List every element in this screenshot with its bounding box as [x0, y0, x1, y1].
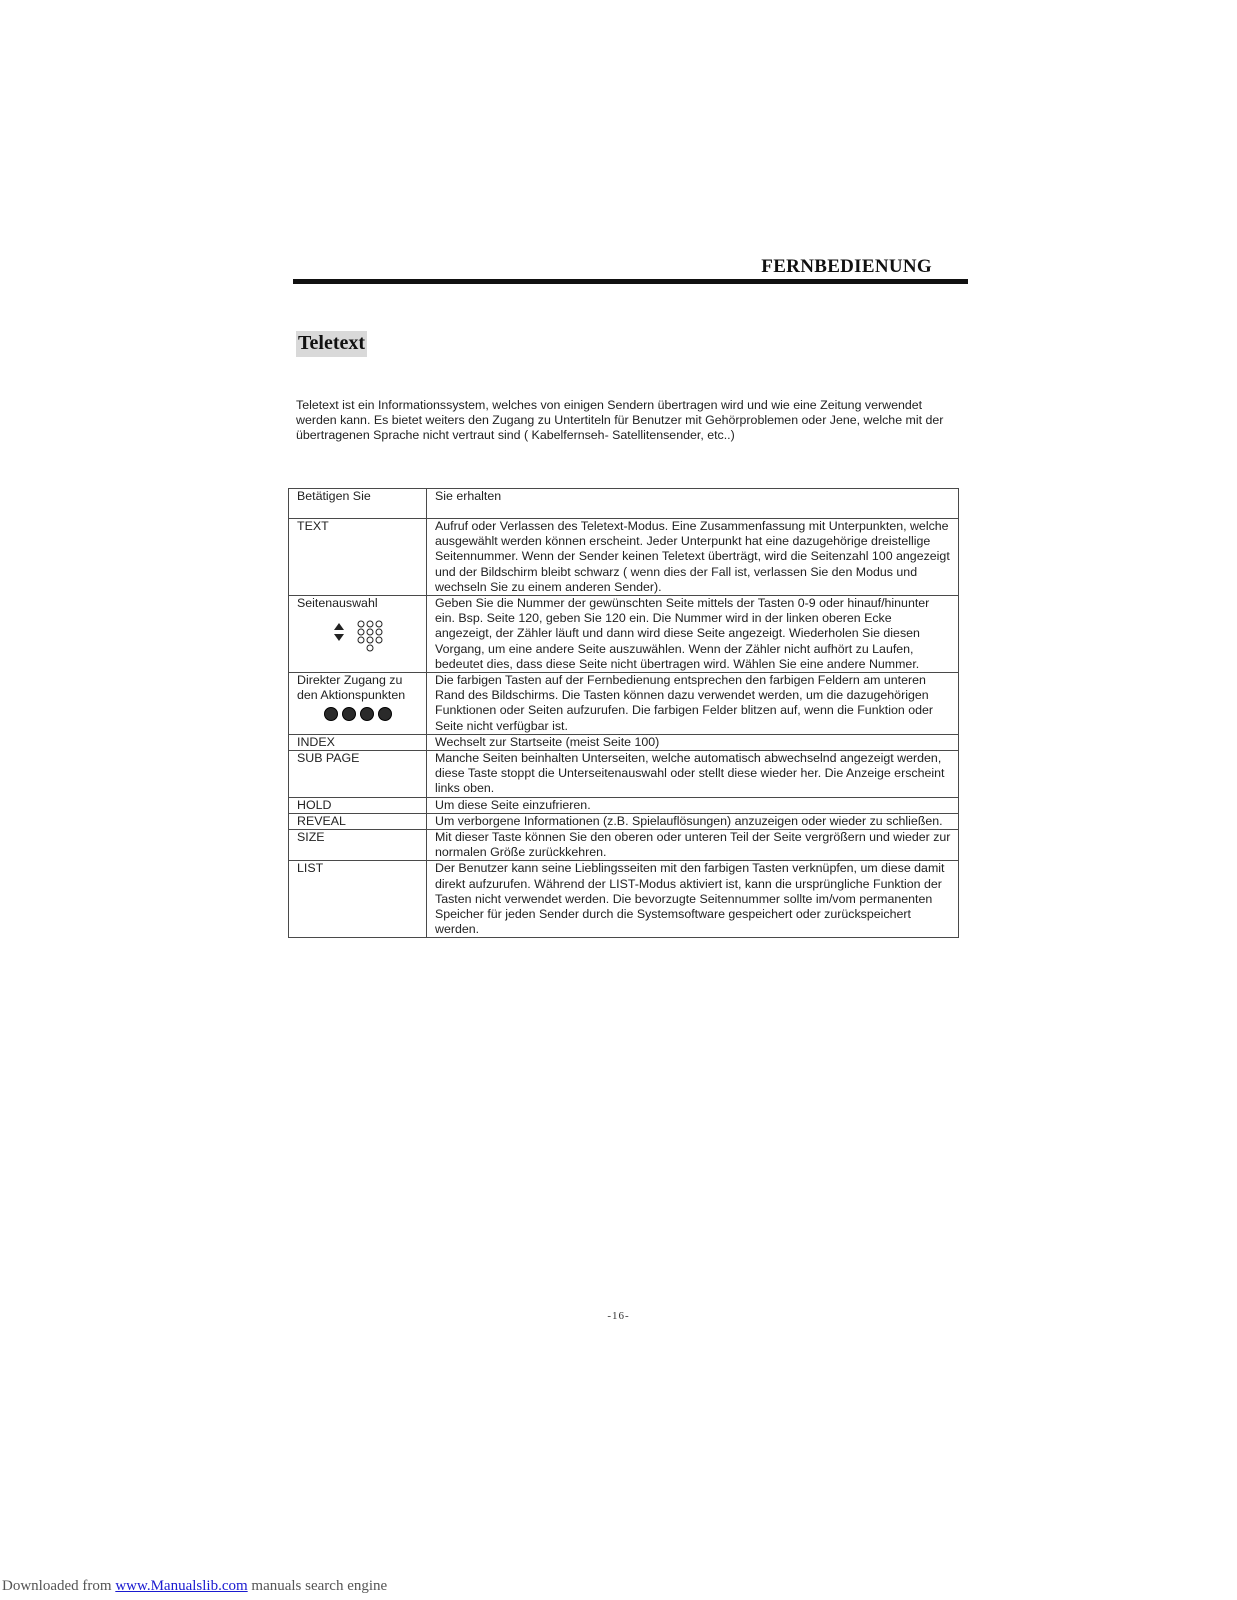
- table-header-row: [289, 489, 959, 519]
- footer-suffix: manuals search engine: [247, 1578, 388, 1594]
- color-button-dot: [378, 707, 392, 721]
- color-button-dot: [360, 707, 374, 721]
- description-cell: Um diese Seite einzufrieren.: [427, 797, 959, 813]
- key-cell: [289, 596, 427, 673]
- footer-prefix: Downloaded from: [2, 1578, 116, 1594]
- table-row: [289, 861, 959, 938]
- header-rule: [293, 279, 968, 284]
- key-label: Direkter Zugang zu den Aktionspunkten: [297, 673, 406, 703]
- description-cell: Geben Sie die Nummer der gewünschten Seite mittels der Tasten 0-9 oder hinauf/hinunter ein. Bsp. Seite 120, geben Sie 120 ein. Die Nummer wird in der linken oberen Ecke angezeigt, der Zähler läuft und dann wird diese Seite angezeigt. Wiederholen Sie diesen Vorgang, um eine andere Seite auszuwählen. Wenn der Zähler nicht aufhört zu Laufen, bedeutet dies, dass diese Seite nicht übertragen wird. Wählen Sie eine andere Nummer.: [427, 596, 959, 673]
- key-cell: TEXT: [289, 519, 427, 596]
- description-cell: Um verborgene Informationen (z.B. Spielauflösungen) anzuzeigen oder wieder zu schließen.: [427, 813, 959, 829]
- key-label: Seitenauswahl: [297, 596, 378, 611]
- intro-paragraph: Teletext ist ein Informationssystem, welches von einigen Sendern übertragen wird und wie eine Zeitung verwendet werden kann. Es bietet weiters den Zugang zu Untertiteln für Benutzer mit Gehörproblemen oder Jene, welche mit der übertragenen Sprache nicht vertraut sind ( Kabelfernseh- Satellitensender, etc..): [296, 398, 944, 443]
- table-row: [289, 751, 959, 798]
- page-number: -16-: [607, 1310, 630, 1322]
- header-cell-key: Betätigen Sie: [289, 489, 427, 519]
- four-color-buttons-icon: [297, 707, 419, 723]
- teletext-keys-table: [288, 488, 959, 938]
- section-title: Teletext: [296, 331, 367, 357]
- color-button-dot: [342, 707, 356, 721]
- key-cell: INDEX: [289, 734, 427, 750]
- description-cell: Aufruf oder Verlassen des Teletext-Modus. Eine Zusammenfassung mit Unterpunkten, welche ausgewählt werden können erscheint. Jeder Unterpunkt hat eine dazugehörige dreistellige Seitennummer. Wenn der Sender keinen Teletext überträgt, wird die Seitenzahl 100 angezeigt und der Bildschirm bleibt schwarz ( wenn dies der Fall ist, verlassen Sie den Modus und wechseln Sie zu einem anderen Sender).: [427, 519, 959, 596]
- table-row: [289, 734, 959, 750]
- description-cell: Wechselt zur Startseite (meist Seite 100): [427, 734, 959, 750]
- description-cell: Mit dieser Taste können Sie den oberen oder unteren Teil der Seite vergrößern und wieder zur normalen Größe zurückkehren.: [427, 830, 959, 861]
- description-cell: Manche Seiten beinhalten Unterseiten, welche automatisch abwechselnd angezeigt werden, diese Taste stoppt die Unterseitenauswahl oder stellt diese wieder her. Die Anzeige erscheint links oben.: [427, 751, 959, 798]
- key-cell: SIZE: [289, 830, 427, 861]
- manualslib-link[interactable]: www.Manualslib.com: [115, 1578, 248, 1594]
- table-row: [289, 519, 959, 596]
- key-cell: [289, 673, 427, 735]
- header-cell-result: Sie erhalten: [427, 489, 959, 519]
- key-cell: LIST: [289, 861, 427, 938]
- download-footer: [2, 1578, 387, 1595]
- arrow-and-number-keys-icon: [297, 611, 419, 645]
- color-button-dot: [324, 707, 338, 721]
- table-row: [289, 797, 959, 813]
- table-row: [289, 596, 959, 673]
- description-cell: Die farbigen Tasten auf der Fernbedienung entsprechen den farbigen Feldern am unteren Rand des Bildschirms. Die Tasten können dazu verwendet werden, um die dazugehörigen Funktionen oder Seiten aufzurufen. Die farbigen Felder blitzen auf, wenn die Funktion oder Seite nicht verfügbar ist.: [427, 673, 959, 735]
- description-cell: Der Benutzer kann seine Lieblingsseiten mit den farbigen Tasten verknüpfen, um diese damit direkt aufzurufen. Während der LIST-Modus aktiviert ist, kann die ursprüngliche Funktion der Tasten nicht verwendet werden. Die bevorzugte Seitennummer sollte im/vom permanenten Speicher für jeden Sender durch die Systemsoftware gespeichert oder zurückspeichert werden.: [427, 861, 959, 938]
- table-row: [289, 673, 959, 735]
- key-cell: HOLD: [289, 797, 427, 813]
- table-row: [289, 813, 959, 829]
- page-header-title: FERNBEDIENUNG: [761, 256, 932, 277]
- key-cell: SUB PAGE: [289, 751, 427, 798]
- table-row: [289, 830, 959, 861]
- key-cell: REVEAL: [289, 813, 427, 829]
